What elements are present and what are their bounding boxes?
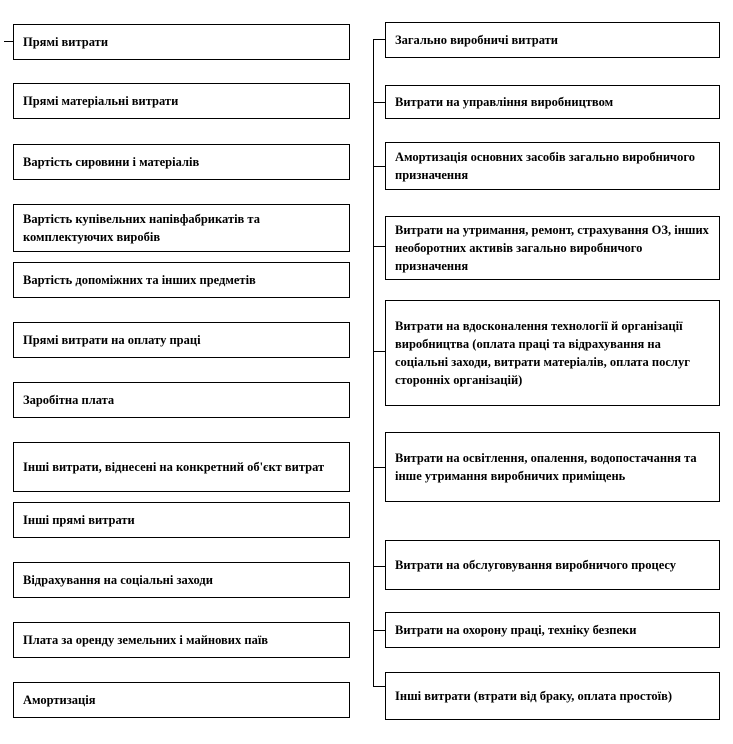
box-label: Амортизація — [23, 693, 96, 707]
right-tick-8 — [373, 686, 385, 687]
right-box-fixed-assets-depreciation — [385, 142, 720, 190]
box-label: Витрати на управління виробництвом — [395, 95, 614, 109]
left-box-other-direct-costs — [13, 502, 350, 538]
right-spine-line — [373, 39, 374, 686]
box-label: Витрати на утримання, ремонт, страхування ОЗ, інших необоротних активів загально виробничого призначення — [395, 223, 709, 273]
box-label: Прямі витрати — [23, 35, 109, 49]
box-label: Загально виробничі витрати — [395, 33, 559, 47]
right-box-other-costs — [385, 672, 720, 720]
right-tick-1 — [373, 102, 385, 103]
right-box-labor-safety — [385, 612, 720, 648]
left-box-direct-material-costs — [13, 83, 350, 119]
box-label: Прямі витрати на оплату праці — [23, 333, 201, 347]
left-box-social-contributions — [13, 562, 350, 598]
left-box-direct-costs — [13, 24, 350, 60]
right-tick-0 — [373, 39, 385, 40]
box-label: Витрати на обслуговування виробничого процесу — [395, 558, 677, 572]
box-label: Витрати на охорону праці, техніку безпеки — [395, 623, 637, 637]
box-label: Вартість купівельних напівфабрикатів та комплектуючих виробів — [23, 212, 260, 244]
left-box-wages — [13, 382, 350, 418]
box-label: Інші витрати (втрати від браку, оплата простоїв) — [395, 689, 673, 703]
right-tick-4 — [373, 351, 385, 352]
left-box-direct-labor-costs — [13, 322, 350, 358]
right-box-general-production-costs — [385, 22, 720, 58]
box-label: Заробітна плата — [23, 393, 115, 407]
left-box-depreciation — [13, 682, 350, 718]
box-label: Інші прямі витрати — [23, 513, 135, 527]
right-box-production-management — [385, 85, 720, 119]
box-label: Інші витрати, віднесені на конкретний об'єкт витрат — [23, 460, 325, 474]
right-tick-2 — [373, 166, 385, 167]
box-label: Плата за оренду земельних і майнових паїв — [23, 633, 269, 647]
left-box-auxiliary-items — [13, 262, 350, 298]
box-label: Витрати на освітлення, опалення, водопостачання та інше утримання виробничих приміщень — [395, 451, 697, 483]
right-tick-5 — [373, 467, 385, 468]
box-label: Витрати на вдосконалення технології й організації виробництва (оплата праці та відрахування на соціальні заходи, витрати матеріалів, оплата послуг сторонніх організацій) — [395, 319, 690, 387]
right-box-process-service — [385, 540, 720, 590]
box-label: Відрахування на соціальні заходи — [23, 573, 213, 587]
left-box-raw-materials-cost — [13, 144, 350, 180]
right-box-maintenance-repair — [385, 216, 720, 280]
left-box-purchased-semifinished — [13, 204, 350, 252]
right-tick-3 — [373, 246, 385, 247]
right-box-lighting-heating — [385, 432, 720, 502]
right-tick-7 — [373, 630, 385, 631]
right-tick-6 — [373, 566, 385, 567]
box-label: Амортизація основних засобів загально виробничого призначення — [395, 150, 695, 182]
left-box-other-assigned-costs — [13, 442, 350, 492]
box-label: Вартість допоміжних та інших предметів — [23, 273, 256, 287]
right-box-technology-improvement — [385, 300, 720, 406]
box-label: Прямі матеріальні витрати — [23, 94, 179, 108]
left-box-land-rent — [13, 622, 350, 658]
box-label: Вартість сировини і матеріалів — [23, 155, 200, 169]
